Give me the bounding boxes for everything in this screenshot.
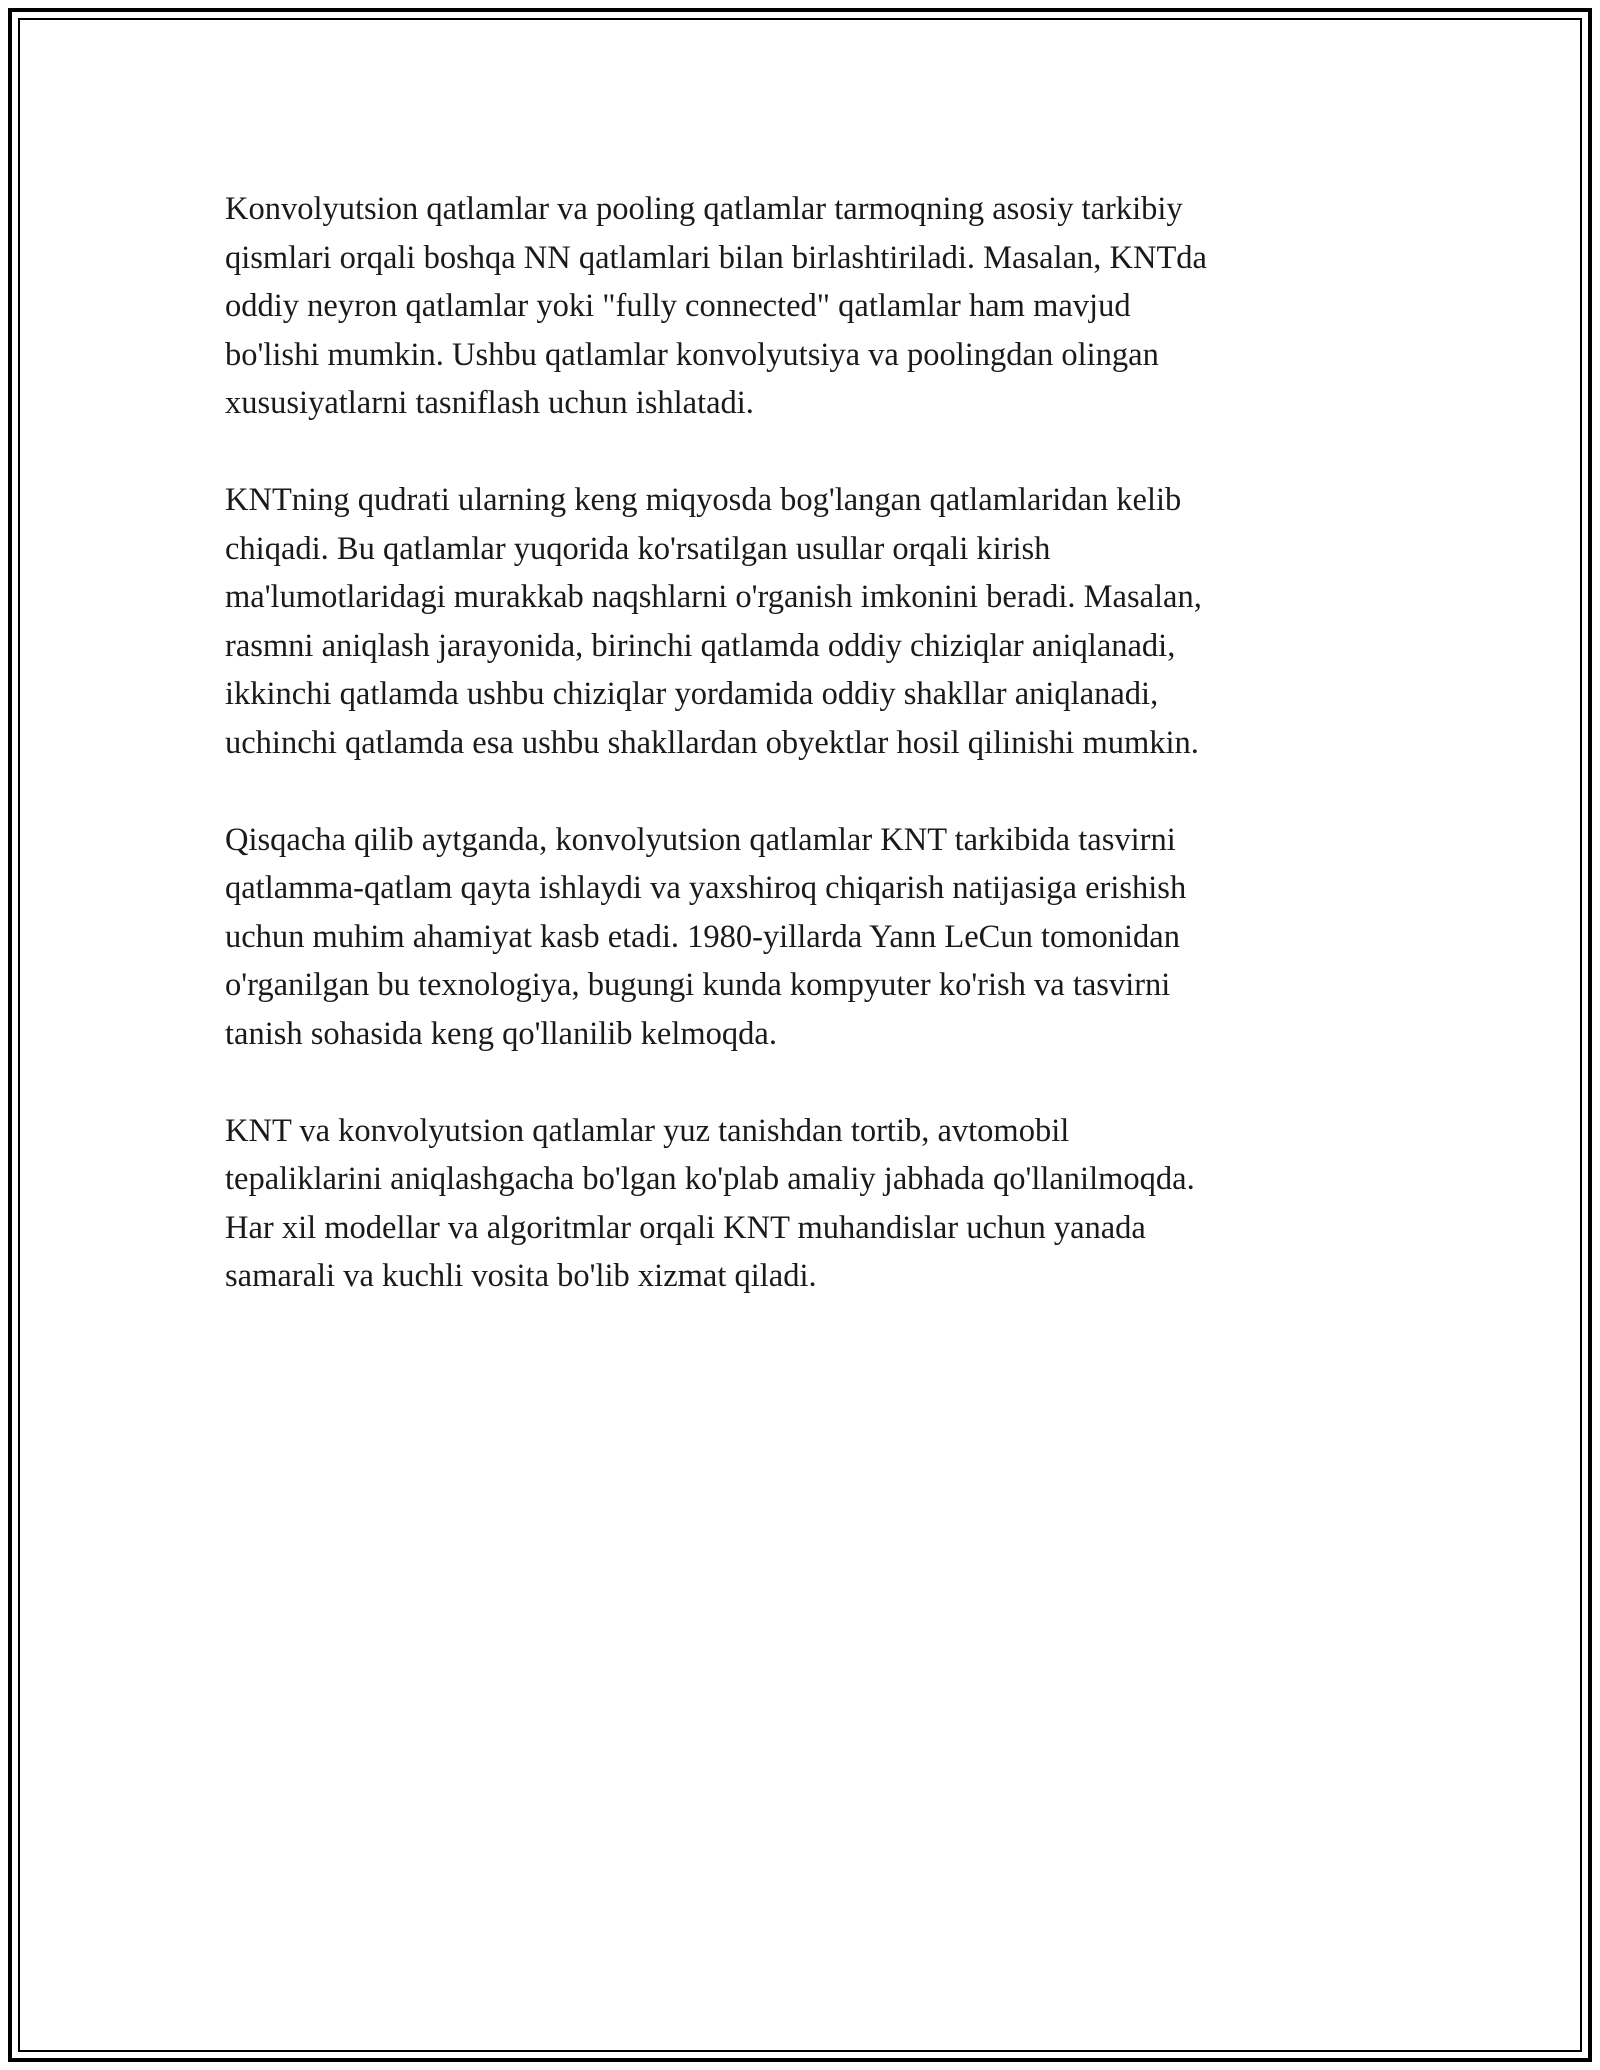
paragraph-3 [225,816,1355,1059]
text-line: samarali va kuchli vosita bo'lib xizmat qiladi. [225,1258,817,1294]
document-body [225,185,1355,1349]
text-line: rasmni aniqlash jarayonida, birinchi qatlamda oddiy chiziqlar aniqlanadi, [225,627,1176,664]
text-line: xususiyatlarni tasniflash uchun ishlatadi. [225,385,754,421]
text-line: ikkinchi qatlamda ushbu chiziqlar yordamida oddiy shakllar aniqlanadi, [225,676,1159,712]
text-line: qismlari orqali boshqa NN qatlamlari bilan birlashtiriladi. Masalan, KNTda [225,239,1207,276]
paragraph-4 [225,1107,1355,1301]
text-line: o'rganilgan bu texnologiya, bugungi kunda kompyuter ko'rish va tasvirni [225,967,1171,1003]
text-line: oddiy neyron qatlamlar yoki "fully connected" qatlamlar ham mavjud [225,288,1131,324]
paragraph-2 [225,476,1355,767]
text-line: Konvolyutsion qatlamlar va pooling qatlamlar tarmoqning asosiy tarkibiy [225,191,1183,227]
text-line: chiqadi. Bu qatlamlar yuqorida ko'rsatilgan usullar orqali kirish [225,530,1051,567]
text-line: qatlamma-qatlam qayta ishlaydi va yaxshiroq chiqarish natijasiga erishish [225,870,1187,906]
text-line: ma'lumotlaridagi murakkab naqshlarni o'rganish imkonini beradi. Masalan, [225,579,1202,615]
text-line: uchun muhim ahamiyat kasb etadi. 1980-yillarda Yann LeCun tomonidan [225,918,1180,955]
text-line: tepaliklarini aniqlashgacha bo'lgan ko'plab amaliy jabhada qo'llanilmoqda. [225,1161,1195,1197]
text-line: KNT va konvolyutsion qatlamlar yuz tanishdan tortib, avtomobil [225,1112,1070,1149]
text-line: KNTning qudrati ularning keng miqyosda bog'langan qatlamlaridan kelib [225,482,1182,518]
paragraph-1 [225,185,1355,428]
text-line: tanish sohasida keng qo'llanilib kelmoqda. [225,1015,777,1052]
text-line: bo'lishi mumkin. Ushbu qatlamlar konvolyutsiya va poolingdan olingan [225,336,1159,373]
text-line: Har xil modellar va algoritmlar orqali KNT muhandislar uchun yanada [225,1209,1146,1246]
text-line: uchinchi qatlamda esa ushbu shakllardan obyektlar hosil qilinishi mumkin. [225,724,1199,761]
text-line: Qisqacha qilib aytganda, konvolyutsion qatlamlar KNT tarkibida tasvirni [225,821,1176,858]
